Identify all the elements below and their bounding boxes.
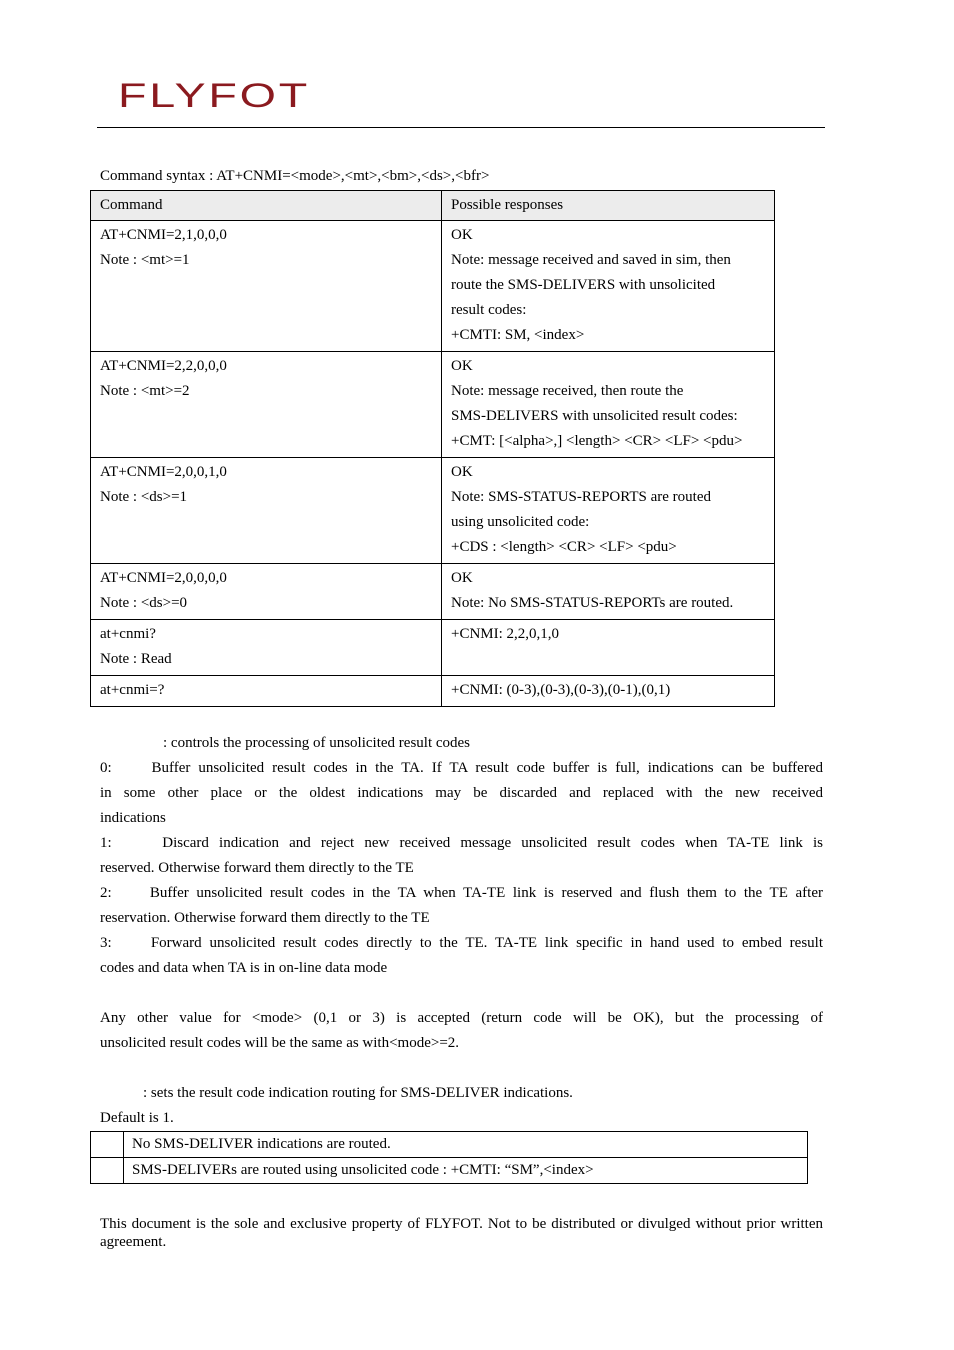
flyfot-logo-graphic bbox=[118, 82, 314, 112]
flyfot-logo bbox=[118, 82, 314, 117]
command-cell bbox=[91, 221, 442, 352]
table-row bbox=[91, 458, 775, 564]
mt-row bbox=[91, 1158, 808, 1184]
command-line: Note : <mt>=1 bbox=[100, 252, 190, 268]
mt-description-cell: SMS-DELIVERs are routed using unsolicited code : +CMTI: “SM”,<index> bbox=[124, 1158, 808, 1184]
mode-value-line: reservation. Otherwise forward them directly to the TE bbox=[100, 910, 430, 926]
mt-value-cell bbox=[91, 1132, 124, 1158]
command-line: Note : Read bbox=[100, 651, 172, 667]
response-cell bbox=[442, 564, 775, 620]
mode-value-line: in some other place or the oldest indications may be discarded and replaced with the new received bbox=[100, 785, 823, 801]
logo-text: FLYFOT bbox=[118, 82, 310, 112]
table-row bbox=[91, 676, 775, 707]
response-line: OK bbox=[451, 570, 473, 586]
header-command: Command bbox=[91, 191, 442, 221]
table-row bbox=[91, 352, 775, 458]
mt-row bbox=[91, 1132, 808, 1158]
mode-value-line: 3: Forward unsolicited result codes directly to the TE. TA-TE link specific in hand used to embed result bbox=[100, 935, 823, 951]
command-cell bbox=[91, 564, 442, 620]
response-line: +CDS : <length> <CR> <LF> <pdu> bbox=[451, 539, 677, 555]
response-cell bbox=[442, 458, 775, 564]
table-header-row bbox=[91, 191, 775, 221]
response-line: +CNMI: (0-3),(0-3),(0-3),(0-1),(0,1) bbox=[451, 682, 671, 698]
response-line: Note: message received, then route the bbox=[451, 383, 684, 399]
response-line: route the SMS-DELIVERS with unsolicited bbox=[451, 277, 716, 293]
command-cell bbox=[91, 352, 442, 458]
command-syntax: Command syntax : AT+CNMI=<mode>,<mt>,<bm>,<ds>,<bfr> bbox=[100, 168, 490, 184]
response-line: +CMT: [<alpha>,] <length> <CR> <LF> <pdu> bbox=[451, 433, 743, 449]
command-line: Note : <ds>=1 bbox=[100, 489, 188, 505]
response-line: SMS-DELIVERS with unsolicited result codes: bbox=[451, 408, 738, 424]
mode-intro: : controls the processing of unsolicited result codes bbox=[163, 735, 471, 751]
response-cell bbox=[442, 676, 775, 707]
command-line: Note : <mt>=2 bbox=[100, 383, 190, 399]
mode-value-line: 1: Discard indication and reject new received message unsolicited result codes when TA-TE link is bbox=[100, 835, 823, 851]
command-cell bbox=[91, 676, 442, 707]
response-line: +CMTI: SM, <index> bbox=[451, 327, 585, 343]
mode-value-line: 2: Buffer unsolicited result codes in the TA when TA-TE link is reserved and flush them to the TE after bbox=[100, 885, 823, 901]
command-line: at+cnmi=? bbox=[100, 682, 165, 698]
command-line: AT+CNMI=2,1,0,0,0 bbox=[100, 227, 227, 243]
table-row bbox=[91, 564, 775, 620]
response-line: Note: No SMS-STATUS-REPORTs are routed. bbox=[451, 595, 734, 611]
response-line: +CNMI: 2,2,0,1,0 bbox=[451, 626, 560, 642]
mode-note-line: unsolicited result codes will be the same as with<mode>=2. bbox=[100, 1035, 460, 1051]
response-line: using unsolicited code: bbox=[451, 514, 590, 530]
response-cell bbox=[442, 620, 775, 676]
command-line: AT+CNMI=2,2,0,0,0 bbox=[100, 358, 227, 374]
response-line: OK bbox=[451, 227, 473, 243]
response-line: Note: SMS-STATUS-REPORTS are routed bbox=[451, 489, 711, 505]
command-cell bbox=[91, 458, 442, 564]
mode-note bbox=[100, 1006, 823, 1056]
command-line: at+cnmi? bbox=[100, 626, 156, 642]
mode-value-line: reserved. Otherwise forward them directly to the TE bbox=[100, 860, 414, 876]
mode-value-line: indications bbox=[100, 810, 166, 826]
response-line: Note: message received and saved in sim, then bbox=[451, 252, 731, 268]
response-cell bbox=[442, 352, 775, 458]
response-line: result codes: bbox=[451, 302, 527, 318]
mode-value-line: 0: Buffer unsolicited result codes in the TA. If TA result code buffer is full, indications can be buffered bbox=[100, 760, 823, 776]
command-line: AT+CNMI=2,0,0,0,0 bbox=[100, 570, 227, 586]
response-line: OK bbox=[451, 464, 473, 480]
command-table bbox=[90, 190, 775, 707]
mode-values bbox=[100, 756, 823, 981]
mt-intro: : sets the result code indication routing for SMS-DELIVER indications. bbox=[143, 1085, 573, 1101]
mt-value-cell bbox=[91, 1158, 124, 1184]
mode-value-line: codes and data when TA is in on-line data mode bbox=[100, 960, 388, 976]
command-line: Note : <ds>=0 bbox=[100, 595, 188, 611]
mt-values-table bbox=[90, 1131, 808, 1184]
response-cell bbox=[442, 221, 775, 352]
command-cell bbox=[91, 620, 442, 676]
header-responses: Possible responses bbox=[442, 191, 775, 221]
response-line: OK bbox=[451, 358, 473, 374]
table-row bbox=[91, 620, 775, 676]
mode-note-line: Any other value for <mode> (0,1 or 3) is accepted (return code will be OK), but the processing of bbox=[100, 1010, 823, 1026]
command-line: AT+CNMI=2,0,0,1,0 bbox=[100, 464, 227, 480]
table-row bbox=[91, 221, 775, 352]
header-divider bbox=[97, 127, 825, 128]
footer-note: This document is the sole and exclusive property of FLYFOT. Not to be distributed or divulged without prior written agreement. bbox=[100, 1216, 823, 1250]
mt-default: Default is 1. bbox=[100, 1110, 174, 1126]
mt-description-cell: No SMS-DELIVER indications are routed. bbox=[124, 1132, 808, 1158]
